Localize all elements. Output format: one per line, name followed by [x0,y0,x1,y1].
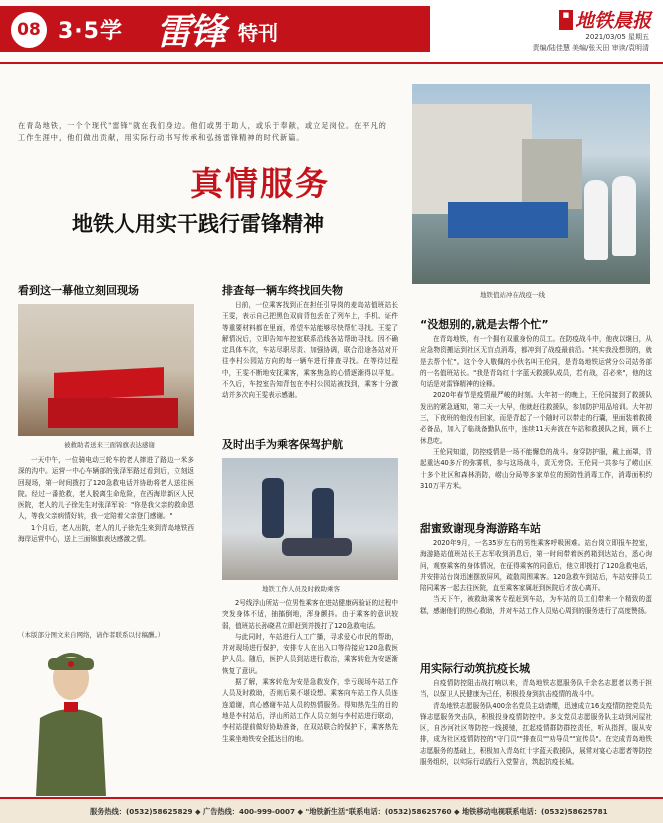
col3-body3 [420,678,652,768]
soldier-illustration [30,648,112,796]
col3-heading3: 用实际行动筑抗疫长城 [420,662,530,675]
col1-paragraph: 一天中午，一位骑电动三轮车的老人摔进了路边一米多深的沟中。运营一中心车辆部的张泽军路过看到后，立刻返回现场，第一时间拨打了120急救电话并协助将老人送往医院。经过一番抢救，老人脱离生命危险，在西海岸新区人民医院，老人的儿子徐先生对张泽军说："你是我父亲的救命恩人，等我父亲病情好转，我一定陪着父亲登门感谢。" [18,456,194,521]
masthead [559,6,651,33]
col1-heading: 看到这一幕他立刻回现场 [18,284,139,297]
col1-paragraph: 1个月后，老人出院，老人的儿子徐先生来到青岛地铁西海岸运营中心，送上三面锦旗表达感激之情。 [18,523,194,544]
col3-paragraph: 青岛地铁志愿服务队400余名党员主动请缨，迅速成立16支疫情防控党员先锋志愿服务突击队，积极投身疫情防控中。多支党员志愿服务队主动到河屋社区，自沙河社区等防控一线援驰，扛起疫情群防群控责任，听从指挥，服从安排，成为社区疫情防控的"守门员""排查员""劝导员""宣传员"。在完成青岛地铁志愿服务的基础上，积极加入青岛红十字蓝天救援队，展常对宴心志愿者等防控服务组织，以实际行动践行入党誓言，筑起抗疫长城。 [420,701,652,767]
intro-paragraph: 在青岛地铁，一个个现代"雷锋"就在我们身边。他们或男于助人，或乐于奉献，或立足岗位。在平凡的工作生涯中，他们做出贡献，用实际行动书写传承和弘扬雷锋精神的时代新篇。 [18,121,387,142]
col3-paragraph: 自疫情防控阻击战打响以来，青岛地铁志愿服务队千余名志愿者以勇于担当，以保卫人民健康为己任，积极投身到抗击疫情的战斗中。 [420,679,652,699]
col2-paragraph: 日前，一位乘客找到正在担任引导岗的麦岛站值班站长王雯，表示自己把黑色双肩背包丢在了列车上，手机、证件等重要材料都在里面，希望车站能够尽快帮忙寻找。王雯了解情况后，立即告知车控室联系沿线各站帮助寻找。因不确定具体车次，车站尽职尽责、加强协调，联合沿途各站对开往李村公园站方向的每一辆车进行排查寻找。在等待过程中，王雯不断地安抚乘客，乘客焦急的心情逐渐得以平复。不久后，车控室告知背包在李村公园站被找到，乘客十分激动并多次向王雯表示感谢。 [222,301,398,400]
page-number: 08 [9,10,49,50]
col2-photo-caption: 地铁工作人员及时救助乘客 [262,585,340,593]
photo-building [522,139,582,209]
col3-body [420,334,652,492]
col3-paragraph: 王伦同知道，防控疫情是一场不能懈怠的战斗。身穿防护服，戴上面罩，背起重达40多斤的弥雾机，参与这场战斗，责无旁贷。王伦同一共参与了崂山区十多个社区和森林消防，崂山分局等多家单位的预防性消毒工作，消毒面积约310万平方米。 [420,447,652,490]
col2-heading: 排查每一辆车终找回失物 [222,284,343,297]
issue-date: 2021/03/05 星期五 [585,33,649,41]
header-masthead-area [430,0,663,62]
header-brand: 3·5学 [58,19,123,44]
col2-heading2: 及时出手为乘客保驾护航 [222,438,343,451]
footer-hotlines: 服务热线：(0532)58625829 ◆ 广告热线：400-999-0007 ◆ "地铁新生活"联系电话：(0532)58625760 ◆ 地铁移动电视联系电话：(0532)58625781 [90,807,608,816]
col2-body2 [222,598,398,745]
photo-person [612,176,636,256]
col3-paragraph: 2020年春节是疫情最严峻的时刻。大年初一的晚上，王伦同接到了救援队发出的紧急通知，第二天一大早，他就赶往救援队，参加防护用品培训。大年初三，下夜班的他没有回家，而是背起了一个随时可以带走的行囊，里面装着救援必备品，加入了临战备勤队伍中，连续11天奔波在车站和救援队之间，顾不上休息吃。 [420,391,652,445]
main-photo-caption: 地铁值站冲在战疫一线 [480,291,545,299]
photo-bins [448,202,568,238]
col2-body [222,300,398,402]
main-photo [412,84,650,284]
col2-paragraph: 2号线浮山所站一位男性乘客在进站健康码验证的过程中突发身体不适，抽搐倒地，浑身颤抖。由于乘客的意识较弱，值班站长孙晓君立即赶到并拨打了120急救电话。 [222,599,398,630]
page-header [0,0,663,62]
col3-heading: “没想别的,就是去帮个忙” [420,318,549,331]
page-footer [0,797,663,823]
photo-person [282,538,352,556]
metro-logo-icon: ■ [559,10,573,30]
photo-person [584,180,608,260]
banner-flag [54,367,164,401]
col2-photo [222,458,398,580]
masthead-name: 地铁晨报 [574,10,651,32]
banner-flag [48,398,178,428]
col3-paragraph: 当天下午，被救助乘客专程赶到车站，为车站的员工们带来一个精致的蛋糕，感谢他们的热心救助，并对车站工作人员贴心周到的服务进行了高度赞扬。 [420,595,652,615]
header-rule [0,62,663,64]
col2-paragraph: 与此同时，车站进行人工广播，寻求爱心市民的帮助，并对现场进行保护，安排专人在出入口等待接应120急救医护人员。随后，医护人员到站进行救治，乘客转危为安逐渐恢复了意识。 [222,632,398,675]
col1-photo-caption: 被救助者送来三面锦旗表达感谢 [64,441,155,449]
photo-person [312,488,334,543]
photo-building [412,104,532,214]
col3-body2 [420,538,652,617]
col2-paragraph: 据了解，乘客转危为安是急救发作，幸亏现场车站工作人员及时救助，否则后果不堪设想。乘客向车站工作人员连连道谢，真心感谢车站人员的热情服务。得知热先生的目的地是李村站后，浮山所站工作人员立刻与李村站进行联动，李村站提前做好协助准备，在双站联合的保护下，乘客热先生乘坐地铁安全抵达目的地。 [222,678,398,743]
header-title-art: 雷锋 [156,11,225,53]
headline: 真情服务 [190,164,330,203]
col1-body [18,455,194,545]
col3-paragraph: 在青岛地铁，有一个拥有双重身份的员工。在防疫战斗中，他夜以继日，从应急物资搬运到社区无盲点消毒，都冲到了战疫最前沿。"其实我没想别的，就是去帮个忙"。这个令人敬佩的小伙名叫王伦同，是青岛地铁运营分公司站务部的一名值班站长。"我是青岛红十字蓝天救援队成员，若有战，召必来"，他的这句话是对雷锋精神的诠释。 [420,335,652,389]
subheadline: 地铁人用实干践行雷锋精神 [72,212,324,236]
col3-paragraph: 2020年9月，一名35岁左右的男性乘客呼吸困难。站台岗立即报车控室，海游路站值班站长王志军收到消息后，第一时间带着医药箱到达站台，悉心询问，观察乘客的身体情况，在征得乘客的同意后，他立即拨打了120急救电话，并安排站台岗迅速摆放屏风，疏散周围乘客。120急救车到站后，车站安排员工陪同乘客一起去往医院，直至乘客家属赶到医院后才放心离开。 [420,539,652,593]
col1-photo [18,304,194,436]
photo-person [262,478,284,538]
col3-heading2: 甜蜜致谢现身海游路车站 [420,522,541,535]
col1-note: （本版部分图文来自网络，请作者联系以付稿酬。） [18,631,165,639]
header-special: 特刊 [238,21,278,45]
editor-credits: 责编/陆佳慧 美编/张天田 审读/袁明清 [532,44,649,52]
